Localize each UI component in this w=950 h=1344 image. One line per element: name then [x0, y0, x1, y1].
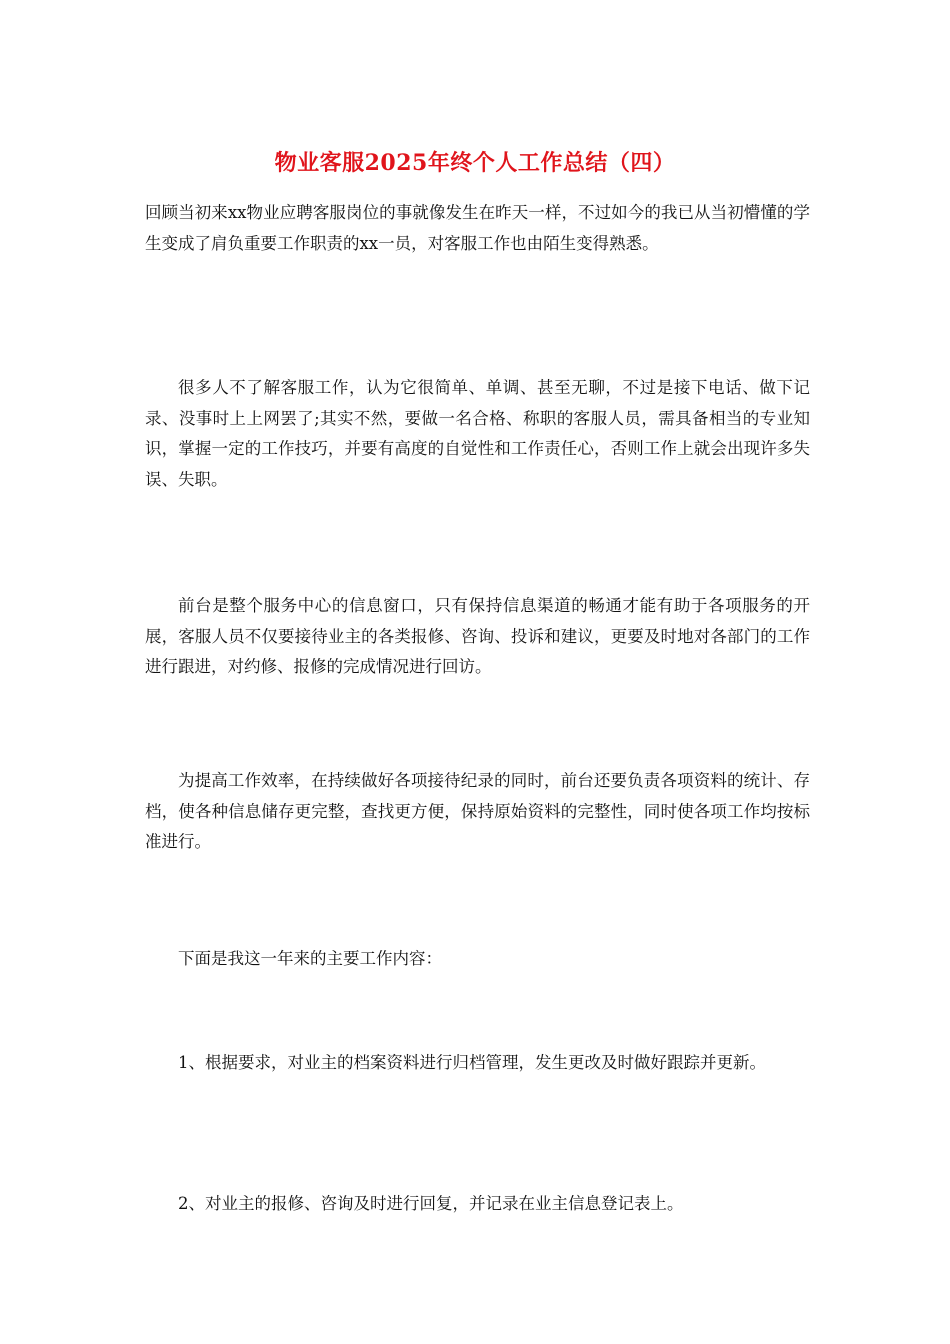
paragraph-front-desk: 前台是整个服务中心的信息窗口，只有保持信息渠道的畅通才能有助于各项服务的开展，客服人员不仅要接待业主的各类报修、咨询、投诉和建议，更要及时地对各部门的工作进行跟进，对约修、报修的完成情况进行回访。 [145, 596, 810, 676]
list-item-1: 1、根据要求，对业主的档案资料进行归档管理，发生更改及时做好跟踪并更新。 [178, 1053, 766, 1072]
paragraph-intro: 回顾当初来xx物业应聘客服岗位的事就像发生在昨天一样，不过如今的我已从当初懵懂的学生变成了肩负重要工作职责的xx一员，对客服工作也由陌生变得熟悉。 [145, 203, 810, 253]
document-title: 物业客服2025年终个人工作总结（四） [274, 150, 676, 176]
paragraph-job-understanding: 很多人不了解客服工作，认为它很简单、单调、甚至无聊，不过是接下电话、做下记录、没事时上上网罢了;其实不然，要做一名合格、称职的客服人员，需具备相当的专业知识，掌握一定的工作技巧，并要有高度的自觉性和工作责任心，否则工作上就会出现许多失误、失职。 [145, 378, 810, 489]
list-item-2: 2、对业主的报修、咨询及时进行回复，并记录在业主信息登记表上。 [178, 1194, 684, 1213]
paragraph-efficiency: 为提高工作效率，在持续做好各项接待纪录的同时，前台还要负责各项资料的统计、存档，使各种信息储存更完整，查找更方便，保持原始资料的完整性，同时使各项工作均按标准进行。 [145, 771, 810, 851]
paragraph-work-intro: 下面是我这一年来的主要工作内容： [178, 949, 442, 968]
